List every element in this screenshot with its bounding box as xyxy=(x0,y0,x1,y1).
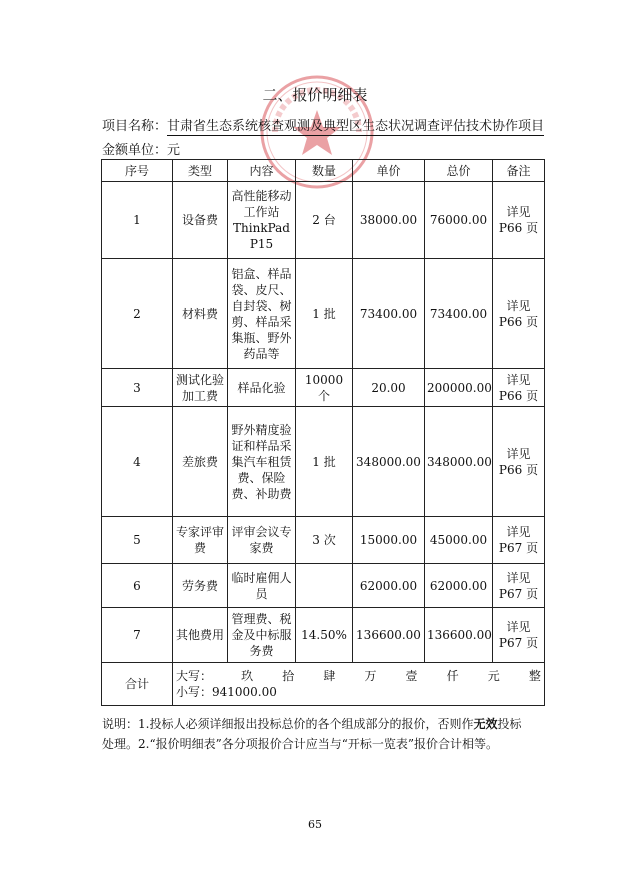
cell-content: 铝盒、样品袋、皮尺、自封袋、树剪、样品采集瓶、野外药品等 xyxy=(228,259,296,369)
table-row xyxy=(102,608,545,663)
total-upper-char: 壹 xyxy=(405,669,418,683)
cell-total: 200000.00 xyxy=(425,369,493,407)
cell-qty: 1 批 xyxy=(296,259,353,369)
total-row xyxy=(102,663,545,706)
table-row xyxy=(102,259,545,369)
cell-no: 2 xyxy=(102,259,173,369)
total-small: 小写：941000.00 xyxy=(176,685,277,699)
table-row xyxy=(102,407,545,517)
table-row xyxy=(102,517,545,564)
header-content: 内容 xyxy=(228,160,296,182)
cell-content: 高性能移动工作站ThinkPad P15 xyxy=(228,182,296,259)
header-unit-price: 单价 xyxy=(353,160,425,182)
cell-unit-price: 62000.00 xyxy=(353,564,425,608)
cell-remark: 详见 P67 页 xyxy=(493,564,545,608)
cell-remark: 详见 P66 页 xyxy=(493,369,545,407)
table-header-row xyxy=(102,160,545,182)
cell-remark: 详见 P66 页 xyxy=(493,407,545,517)
total-upper-line xyxy=(176,668,541,684)
cell-type: 其他费用 xyxy=(173,608,228,663)
cell-qty: 3 次 xyxy=(296,517,353,564)
cell-total: 136600.00 xyxy=(425,608,493,663)
cell-type: 劳务费 xyxy=(173,564,228,608)
total-upper-char: 万 xyxy=(364,669,377,683)
cell-no: 3 xyxy=(102,369,173,407)
header-remark: 备注 xyxy=(493,160,545,182)
currency-unit: 金额单位：元 xyxy=(102,143,181,158)
cell-qty xyxy=(296,564,353,608)
table-row xyxy=(102,369,545,407)
total-upper-char: 肆 xyxy=(323,669,336,683)
table-row xyxy=(102,182,545,259)
total-upper-char: 整 xyxy=(528,669,541,683)
cell-unit-price: 136600.00 xyxy=(353,608,425,663)
cell-total: 76000.00 xyxy=(425,182,493,259)
cell-unit-price: 38000.00 xyxy=(353,182,425,259)
note-bold: 无效 xyxy=(473,717,498,731)
note-suffix: 投标处理。2.“报价明细表”各分项报价合计应当与“开标一览表”报价合计相等。 xyxy=(102,717,522,751)
cell-qty: 2 台 xyxy=(296,182,353,259)
cell-qty: 14.50% xyxy=(296,608,353,663)
cell-content: 评审会议专家费 xyxy=(228,517,296,564)
project-label: 项目名称： xyxy=(102,119,168,134)
cell-unit-price: 15000.00 xyxy=(353,517,425,564)
cell-total: 62000.00 xyxy=(425,564,493,608)
header-no: 序号 xyxy=(102,160,173,182)
cell-type: 测试化验加工费 xyxy=(173,369,228,407)
cell-unit-price: 348000.00 xyxy=(353,407,425,517)
total-amount xyxy=(173,663,545,706)
quote-detail-table xyxy=(101,159,545,706)
cell-type: 设备费 xyxy=(173,182,228,259)
header-qty: 数量 xyxy=(296,160,353,182)
cell-total: 73400.00 xyxy=(425,259,493,369)
cell-qty: 10000 个 xyxy=(296,369,353,407)
total-upper-char: 仟 xyxy=(446,669,459,683)
cell-remark: 详见 P66 页 xyxy=(493,182,545,259)
cell-remark: 详见 P67 页 xyxy=(493,608,545,663)
cell-no: 4 xyxy=(102,407,173,517)
cell-type: 材料费 xyxy=(173,259,228,369)
cell-no: 6 xyxy=(102,564,173,608)
note-prefix: 说明：1.投标人必须详细报出投标总价的各个组成部分的报价，否则作 xyxy=(102,717,474,731)
cell-content: 管理费、税金及中标服务费 xyxy=(228,608,296,663)
cell-unit-price: 20.00 xyxy=(353,369,425,407)
page-title: 二、报价明细表 xyxy=(262,86,368,104)
total-label: 合计 xyxy=(102,663,173,706)
cell-type: 差旅费 xyxy=(173,407,228,517)
cell-total: 45000.00 xyxy=(425,517,493,564)
cell-content: 野外精度验证和样品采集汽车租赁费、保险费、补助费 xyxy=(228,407,296,517)
project-name: 甘肃省生态系统核查观测及典型区生态状况调查评估技术协作项目 xyxy=(167,119,545,134)
cell-unit-price: 73400.00 xyxy=(353,259,425,369)
cell-content: 临时雇佣人员 xyxy=(228,564,296,608)
cell-remark: 详见 P67 页 xyxy=(493,517,545,564)
cell-no: 7 xyxy=(102,608,173,663)
header-total: 总价 xyxy=(425,160,493,182)
total-upper-char: 拾 xyxy=(282,669,295,683)
cell-content: 样品化验 xyxy=(228,369,296,407)
project-name-line xyxy=(102,115,544,134)
table-row xyxy=(102,564,545,608)
cell-total: 348000.00 xyxy=(425,407,493,517)
cell-type: 专家评审费 xyxy=(173,517,228,564)
note-paragraph xyxy=(102,714,532,754)
page-number: 65 xyxy=(308,818,322,831)
cell-qty: 1 批 xyxy=(296,407,353,517)
cell-remark: 详见 P66 页 xyxy=(493,259,545,369)
header-type: 类型 xyxy=(173,160,228,182)
total-upper-char: 玖 xyxy=(241,669,254,683)
cell-no: 5 xyxy=(102,517,173,564)
total-upper-label: 大写： xyxy=(176,669,213,683)
total-upper-char: 元 xyxy=(487,669,500,683)
cell-no: 1 xyxy=(102,182,173,259)
